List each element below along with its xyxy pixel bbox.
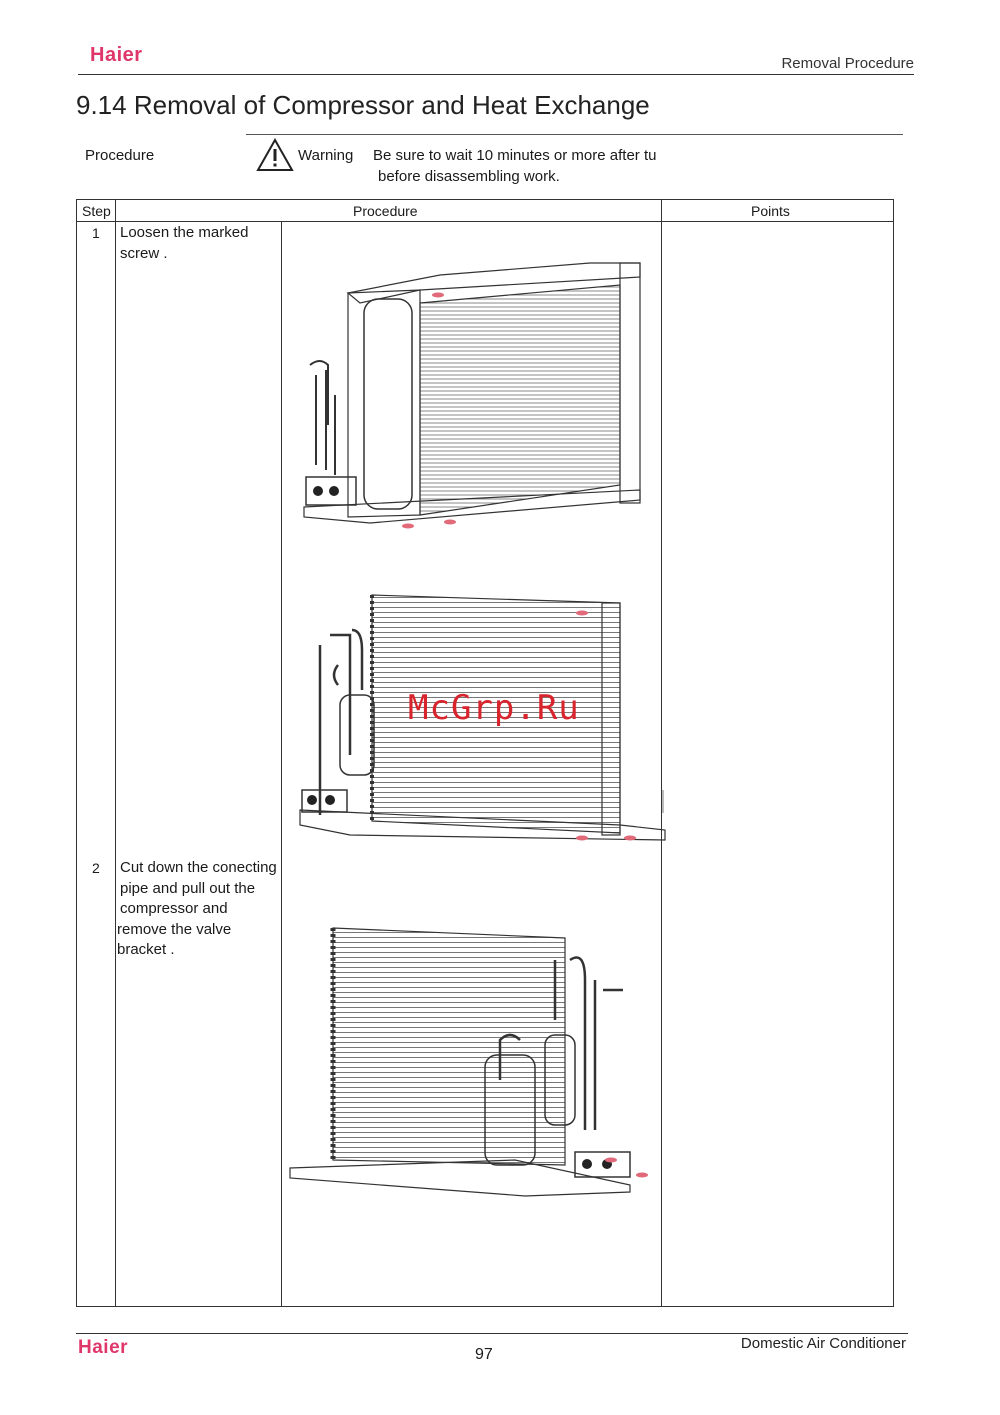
- footer-rule: [76, 1333, 908, 1334]
- watermark-text: McGrp.Ru: [408, 688, 580, 728]
- page-number: 97: [475, 1346, 493, 1363]
- table-header-rule: [77, 221, 893, 222]
- warning-text-line1: Be sure to wait 10 minutes or more after tu: [373, 147, 657, 164]
- warning-label: Warning: [298, 147, 354, 164]
- header-section-title: Removal Procedure: [781, 55, 914, 72]
- footer-document-title: Domestic Air Conditioner: [740, 1335, 906, 1352]
- title-rule: [246, 134, 903, 135]
- warning-text-line2: before disassembling work.: [378, 168, 560, 185]
- procedure-label: Procedure: [85, 147, 155, 164]
- step-text-line: bracket .: [117, 941, 175, 958]
- step-number: 2: [92, 860, 100, 876]
- footer-brand-logo: Haier: [78, 1337, 129, 1358]
- header-brand-logo: Haier: [90, 44, 143, 66]
- header-points: Points: [751, 203, 790, 219]
- step-text: [117, 858, 277, 961]
- step-text-line: remove the valve: [117, 920, 232, 938]
- step-column-divider: [115, 200, 116, 1306]
- step-number: 1: [92, 225, 100, 241]
- step-text-line: Cut down the conecting: [120, 859, 277, 876]
- header-procedure: Procedure: [353, 203, 418, 219]
- step-text-line: compressor and: [120, 900, 228, 917]
- header-rule: [78, 74, 914, 75]
- page-title: 9.14 Removal of Compressor and Heat Exchange: [76, 90, 650, 120]
- step-text: [120, 223, 248, 264]
- step-text-line: pipe and pull out the: [120, 879, 256, 897]
- figure-compressor-removal: [285, 920, 655, 1215]
- step-text-line: Loosen the marked: [120, 224, 249, 241]
- figure-unit-screws: [290, 245, 650, 540]
- text-image-divider: [281, 222, 282, 1306]
- header-step: Step: [82, 203, 111, 219]
- step-text-line: screw .: [120, 244, 168, 262]
- warning-triangle-icon: [256, 138, 294, 177]
